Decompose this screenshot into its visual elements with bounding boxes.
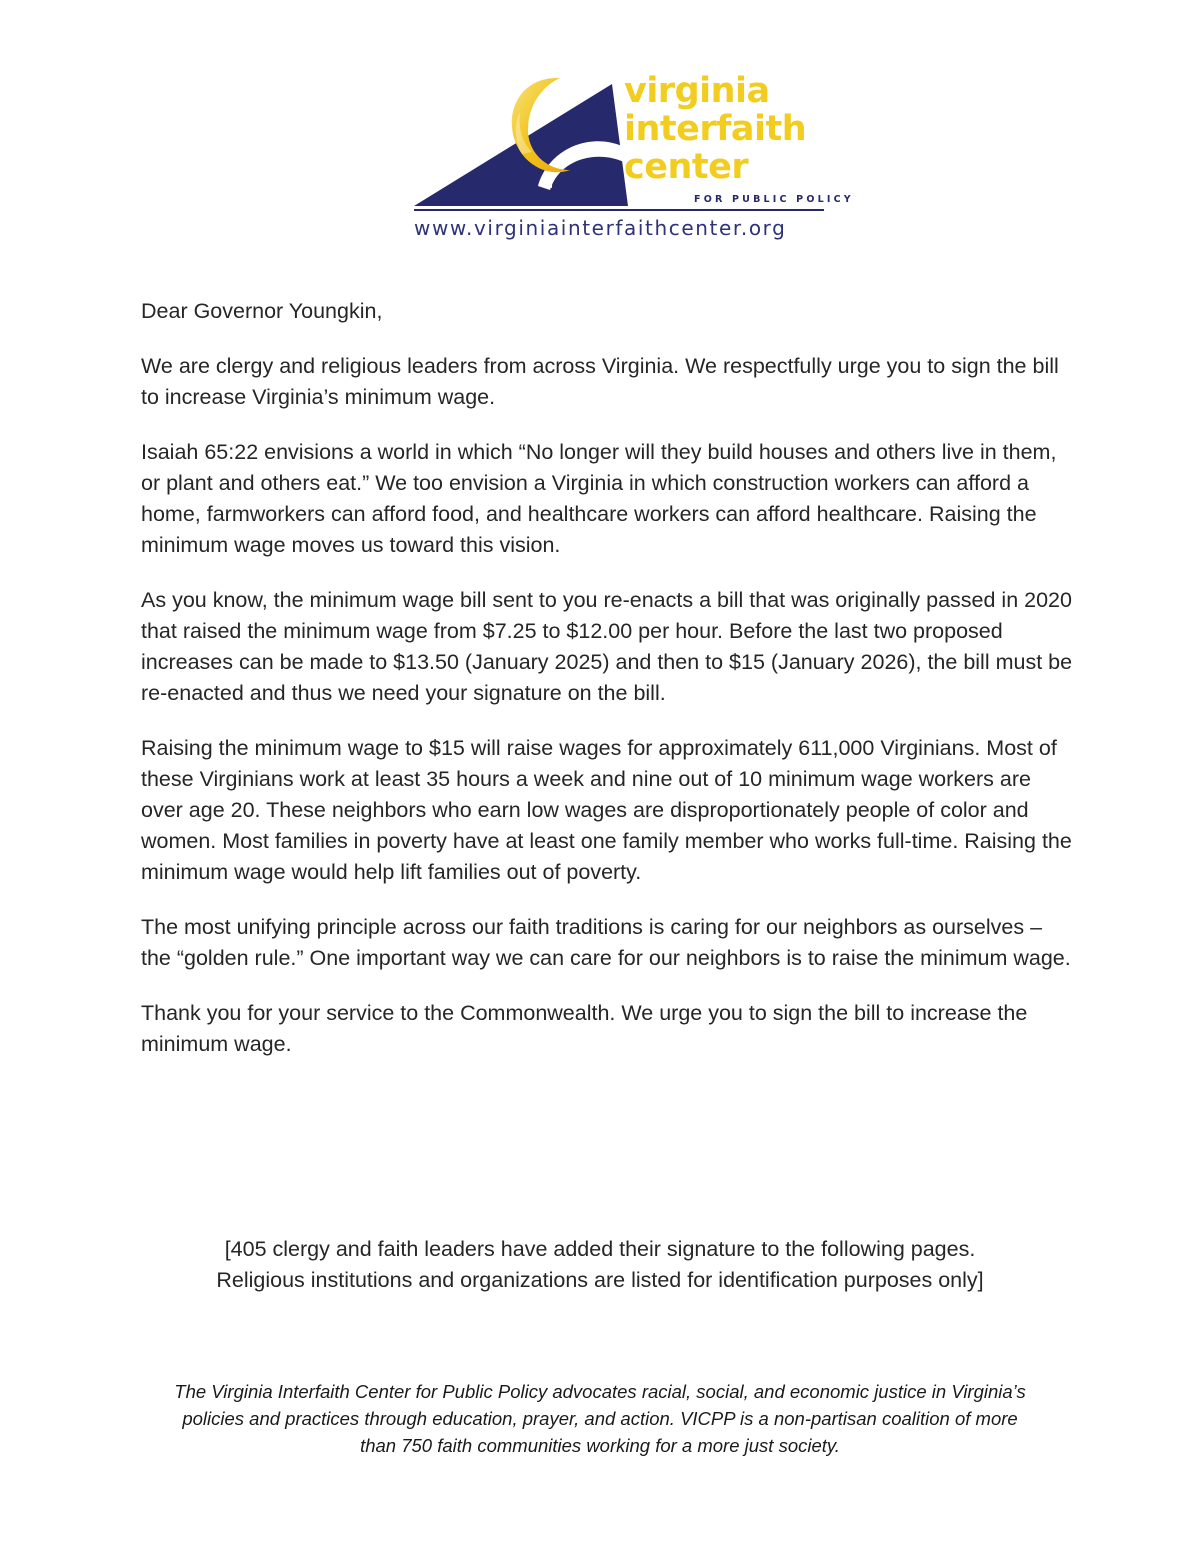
paragraph-impact: Raising the minimum wage to $15 will raise wages for approximately 611,000 Virginians. Most of these Virginians work at least 35 hours a week and nine out of 10 minimum wage workers are over age 20. These neighbors who earn low wages are disproportionately people of color and women. Most families in poverty have at least one family member who works full-time. Raising the minimum wage would help lift families out of poverty. [141, 736, 1072, 884]
organization-footer [100, 1378, 1100, 1459]
signature-note-line-1: [405 clergy and faith leaders have added their signature to the following pages. [224, 1237, 976, 1261]
paragraph-intro: We are clergy and religious leaders from across Virginia. We respectfully urge you to sign the bill to increase Virginia’s minimum wage. [141, 354, 1059, 409]
paragraph-isaiah: Isaiah 65:22 envisions a world in which “No longer will they build houses and others live in them, or plant and others eat.” We too envision a Virginia in which construction workers can afford a home, farmworkers can afford food, and healthcare workers can afford healthcare. Raising the minimum wage moves us toward this vision. [141, 440, 1057, 557]
footer-line-1: The Virginia Interfaith Center for Public Policy advocates racial, social, and economic justice in Virginia’s [174, 1381, 1026, 1402]
paragraph-bill-history: As you know, the minimum wage bill sent to you re-enacts a bill that was originally passed in 2020 that raised the minimum wage from $7.25 to $12.00 per hour. Before the last two proposed increases can be made to $13.50 (January 2025) and then to $15 (January 2026), the bill must be re-enacted and thus we need your signature on the bill. [141, 588, 1073, 705]
footer-line-2: policies and practices through education, prayer, and action. VICPP is a non-partisan coalition of more [182, 1408, 1018, 1429]
website-url[interactable]: www.virginiainterfaithcenter.org [414, 216, 787, 240]
paragraph-golden-rule: The most unifying principle across our faith traditions is caring for our neighbors as ourselves – the “golden rule.” One important way we can care for our neighbors is to raise the minimum wage. [141, 915, 1071, 970]
brand-tagline: FOR PUBLIC POLICY [694, 194, 854, 205]
greeting: Dear Governor Youngkin, [141, 299, 383, 323]
signature-note [110, 1234, 1090, 1296]
paragraph-closing: Thank you for your service to the Commonwealth. We urge you to sign the bill to increase the minimum wage. [141, 1001, 1028, 1056]
brand-name-line-3: center [624, 147, 749, 187]
triangle-wave-logo-icon [410, 66, 640, 208]
signature-note-line-2: Religious institutions and organizations are listed for identification purposes only] [216, 1268, 984, 1292]
letterhead-divider [414, 209, 824, 211]
brand-name-line-1: virginia [624, 71, 770, 111]
brand-name-line-2: interfaith [624, 109, 807, 149]
footer-line-3: than 750 faith communities working for a more just society. [360, 1435, 840, 1456]
letter-body [141, 296, 1076, 1084]
letterhead [410, 66, 854, 246]
brand-name [624, 72, 806, 186]
